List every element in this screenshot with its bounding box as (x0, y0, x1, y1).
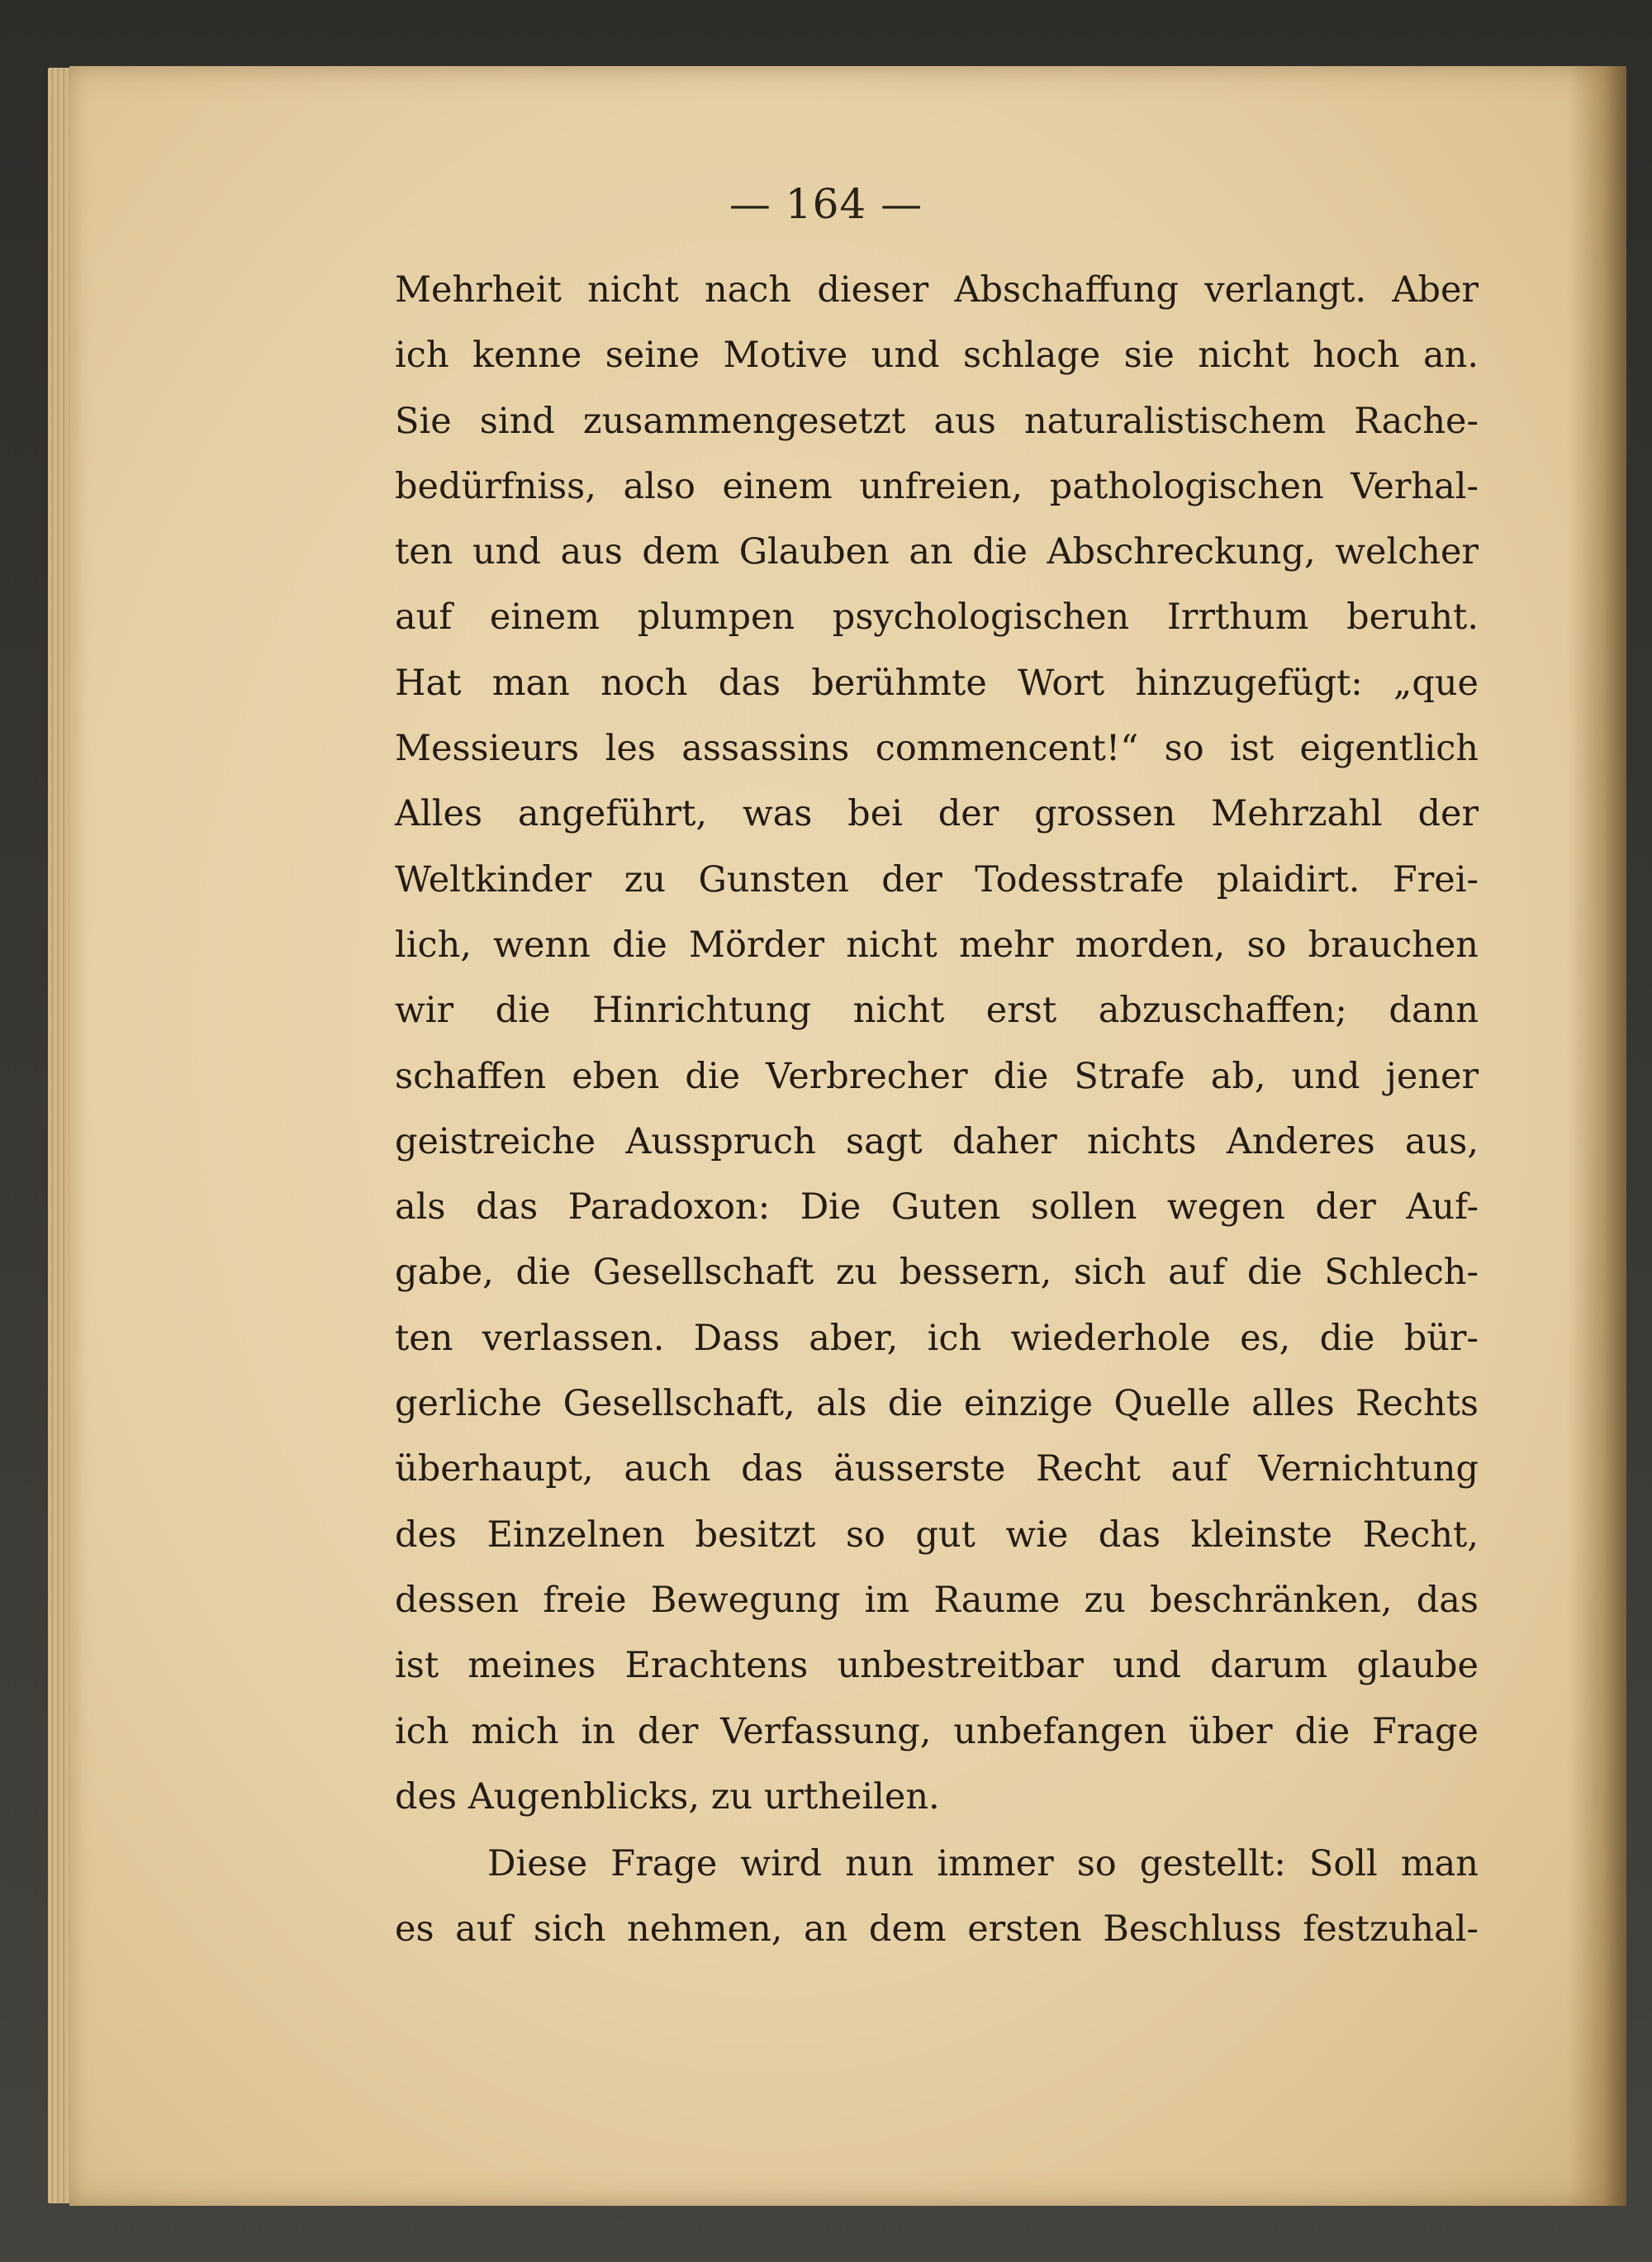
text-line: es auf sich nehmen, an dem ersten Beschluss festzuhal- (395, 1908, 1479, 1951)
text-line: als das Paradoxon: Die Guten sollen wegen der Auf- (395, 1186, 1479, 1228)
text-line: dessen freie Bewegung im Raume zu beschränken, das (395, 1579, 1479, 1621)
text-line: ich kenne seine Motive und schlage sie nicht hoch an. (395, 335, 1479, 377)
text-line: Mehrheit nicht nach dieser Abschaffung verlangt. Aber (395, 269, 1479, 311)
text-line: auf einem plumpen psychologischen Irrthum beruht. (395, 596, 1479, 639)
text-line: geistreiche Ausspruch sagt daher nichts Anderes aus, (395, 1120, 1479, 1162)
text-line: gerliche Gesellschaft, als die einzige Quelle alles Rechts (395, 1383, 1479, 1425)
text-line: des Einzelnen besitzt so gut wie das kleinste Recht, (395, 1514, 1479, 1556)
body-text (395, 258, 1479, 1963)
text-line: lich, wenn die Mörder nicht mehr morden, so brauchen (395, 924, 1479, 966)
text-line: ten verlassen. Dass aber, ich wiederhole es, die bür- (395, 1317, 1479, 1359)
text-line: Hat man noch das berühmte Wort hinzugefügt: „que (395, 662, 1479, 704)
text-line: Weltkinder zu Gunsten der Todesstrafe plaidirt. Frei- (395, 858, 1479, 901)
text-line-paragraph-start: Diese Frage wird nun immer so gestellt: Soll man (487, 1843, 1479, 1885)
text-line: schaffen eben die Verbrecher die Strafe ab, und jener (395, 1055, 1479, 1097)
text-line-paragraph-end: des Augenblicks, zu urtheilen. (395, 1775, 940, 1818)
text-line: Alles angeführt, was bei der grossen Mehrzahl der (395, 793, 1479, 835)
text-line: Messieurs les assassins commencent!“ so ist eigentlich (395, 728, 1479, 770)
text-line: ich mich in der Verfassung, unbefangen über die Frage (395, 1710, 1479, 1752)
text-line: Sie sind zusammengesetzt aus naturalistischem Rache- (395, 400, 1479, 442)
text-line: wir die Hinrichtung nicht erst abzuschaffen; dann (395, 990, 1479, 1032)
page-number: — 164 — (729, 180, 923, 228)
text-line: ist meines Erachtens unbestreitbar und darum glaube (395, 1645, 1479, 1687)
text-line: gabe, die Gesellschaft zu bessern, sich auf die Schlech- (395, 1252, 1479, 1294)
text-line: ten und aus dem Glauben an die Abschreckung, welcher (395, 531, 1479, 573)
text-line: bedürfniss, also einem unfreien, pathologischen Verhal- (395, 465, 1479, 507)
page-gutter-shadow (1569, 66, 1626, 2206)
text-line: überhaupt, auch das äusserste Recht auf Vernichtung (395, 1448, 1479, 1490)
